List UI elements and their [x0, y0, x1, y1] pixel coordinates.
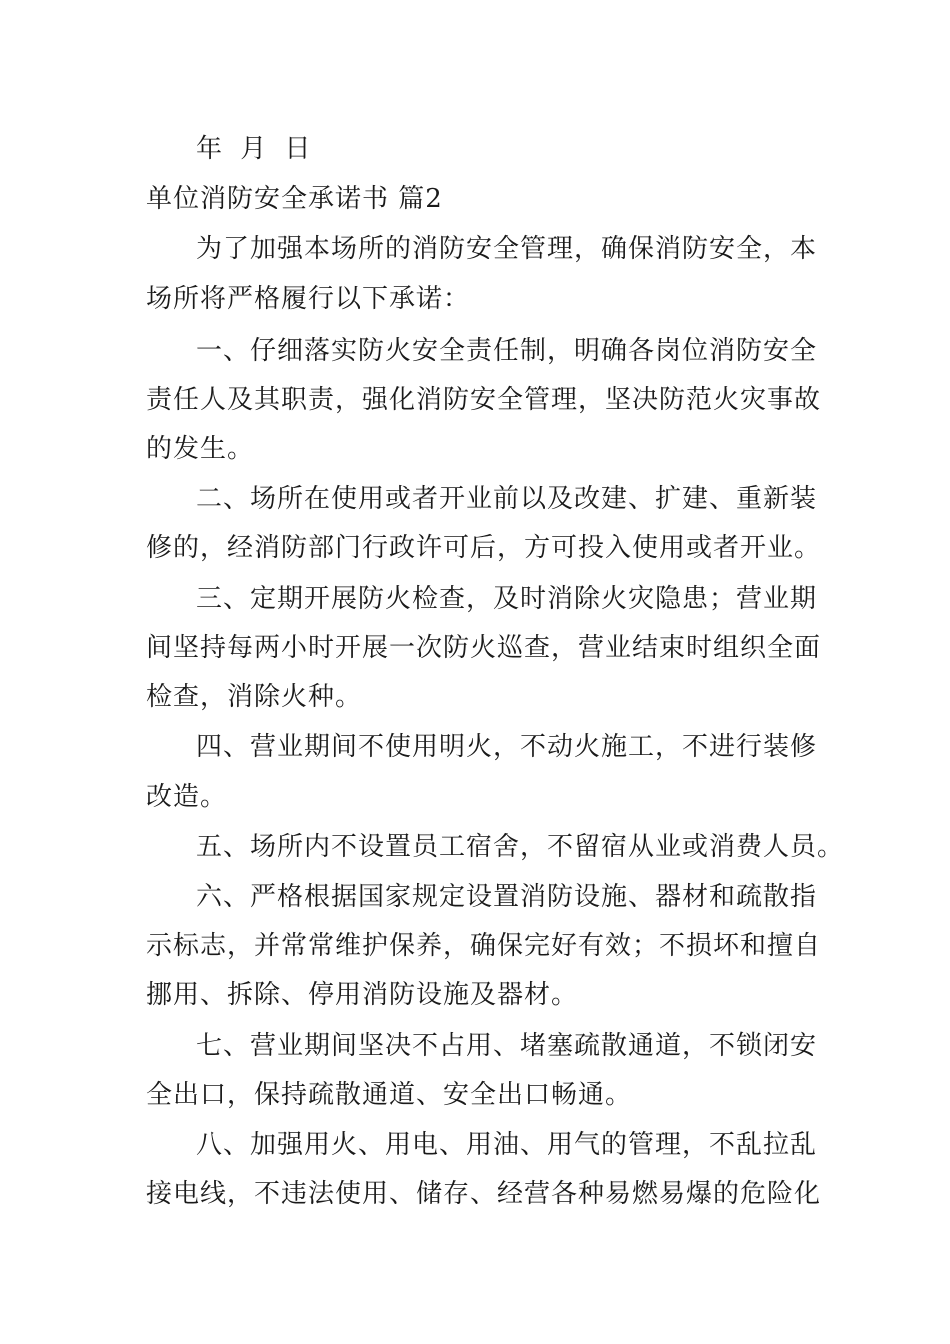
paragraph-line: 三、定期开展防火检查，及时消除火灾隐患；营业期	[196, 584, 818, 614]
paragraph-line: 全出口，保持疏散通道、安全出口畅通。	[146, 1080, 633, 1110]
paragraph-line: 八、加强用火、用电、用油、用气的管理，不乱拉乱	[196, 1130, 818, 1160]
paragraph-line: 二、场所在使用或者开业前以及改建、扩建、重新装	[196, 484, 818, 514]
paragraph-line: 挪用、拆除、停用消防设施及器材。	[146, 980, 579, 1010]
paragraph-line: 六、严格根据国家规定设置消防设施、器材和疏散指	[196, 882, 818, 912]
paragraph-line: 检查，消除火种。	[146, 682, 363, 712]
paragraph-line: 场所将严格履行以下承诺：	[146, 284, 471, 314]
paragraph-line: 为了加强本场所的消防安全管理，确保消防安全，本	[196, 234, 818, 264]
section-heading: 单位消防安全承诺书 篇2	[146, 184, 443, 214]
paragraph-line: 一、仔细落实防火安全责任制，明确各岗位消防安全	[196, 336, 818, 366]
paragraph-line: 四、营业期间不使用明火，不动火施工，不进行装修	[196, 732, 818, 762]
paragraph-line: 示标志，并常常维护保养，确保完好有效；不损坏和擅自	[146, 931, 822, 961]
paragraph-line: 接电线，不违法使用、储存、经营各种易燃易爆的危险化	[146, 1179, 822, 1209]
paragraph-line: 修的，经消防部门行政许可后，方可投入使用或者开业。	[146, 533, 822, 563]
paragraph-line: 的发生。	[146, 434, 255, 464]
paragraph-line: 改造。	[146, 782, 228, 812]
date-line: 年 月 日	[196, 134, 312, 164]
paragraph-line: 七、营业期间坚决不占用、堵塞疏散通道，不锁闭安	[196, 1031, 818, 1061]
paragraph-line: 责任人及其职责，强化消防安全管理，坚决防范火灾事故	[146, 385, 822, 415]
paragraph-line: 间坚持每两小时开展一次防火巡查，营业结束时组织全面	[146, 633, 822, 663]
paragraph-line: 五、场所内不设置员工宿舍，不留宿从业或消费人员。	[196, 832, 845, 862]
